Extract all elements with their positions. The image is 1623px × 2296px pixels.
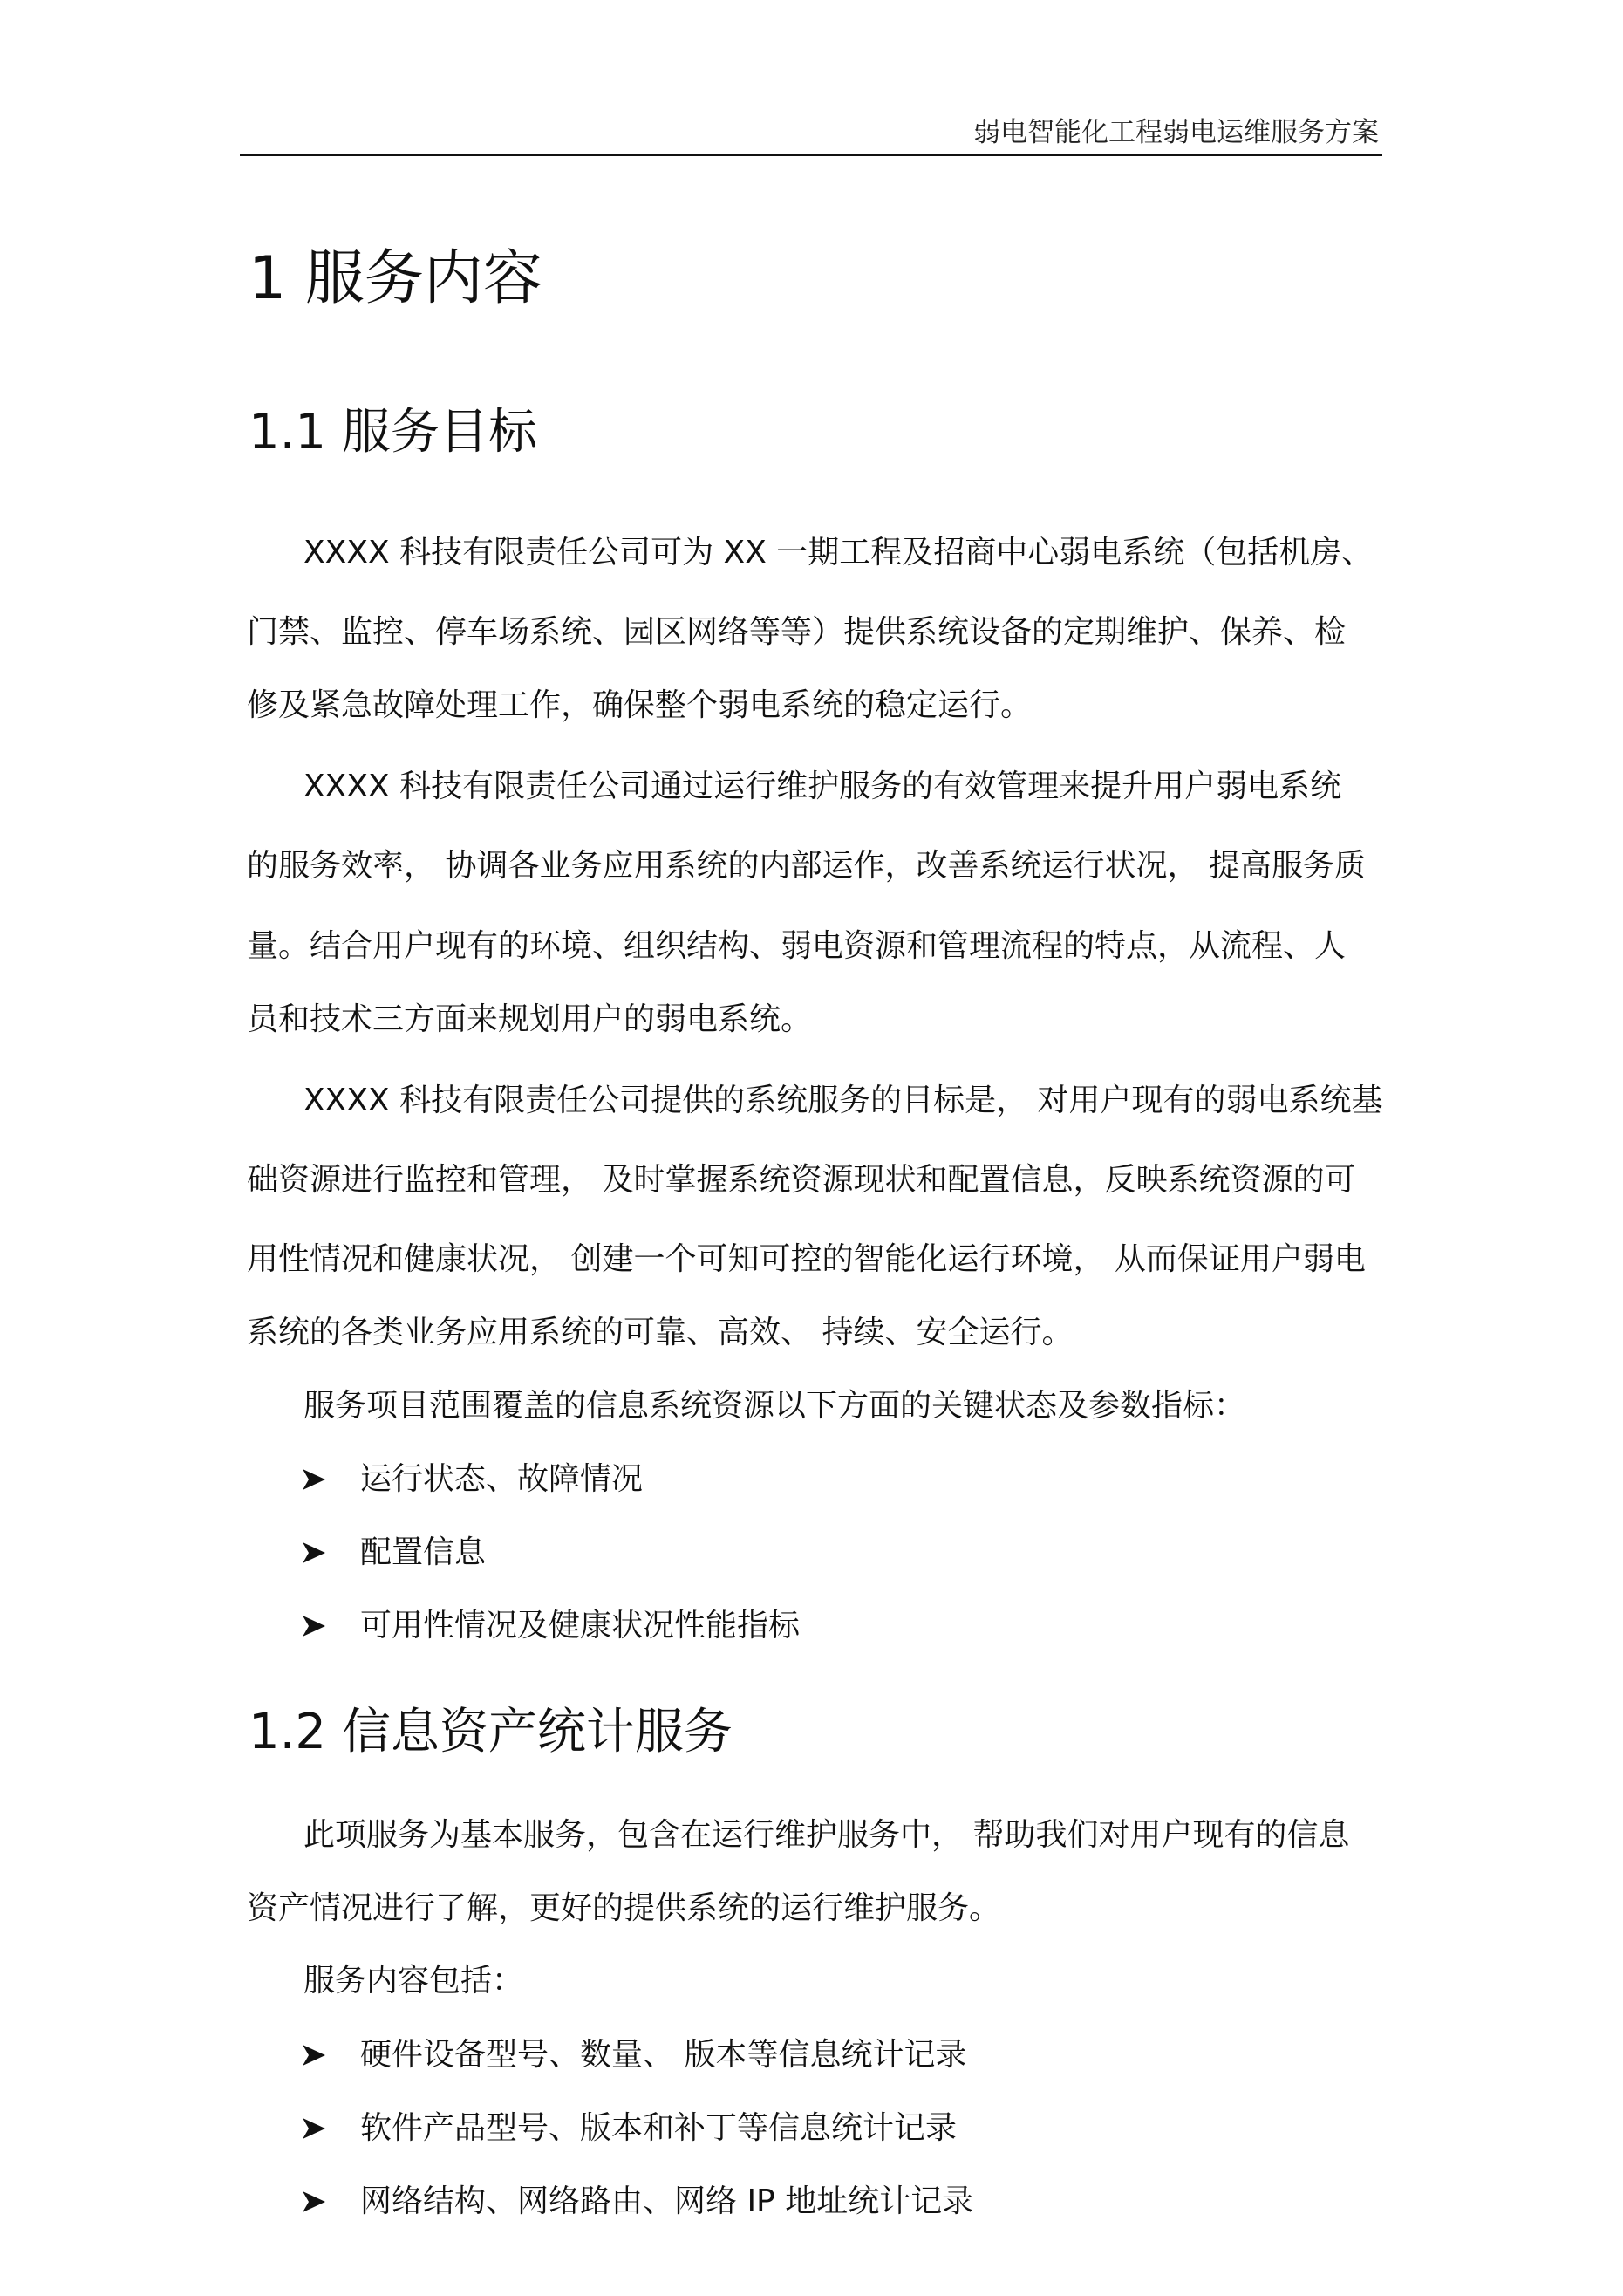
- list-item: 网络结构、网络路由、网络 IP 地址统计记录: [360, 2183, 974, 2219]
- list-item: 运行状态、故障情况: [360, 1461, 644, 1497]
- arrow-bullet-icon: [301, 1535, 327, 1570]
- paragraph-line: 员和技术三方面来规划用户的弱电系统。: [247, 1001, 813, 1037]
- arrow-bullet-icon: [301, 2111, 327, 2146]
- content-intro: 服务内容包括：: [303, 1963, 524, 1999]
- section-1-1-heading: 1.1 服务目标: [249, 404, 537, 461]
- paragraph-line: 资产情况进行了解，更好的提供系统的运行维护服务。: [247, 1890, 1001, 1926]
- paragraph-line: XXXX 科技有限责任公司可为 XX 一期工程及招商中心弱电系统（包括机房、: [303, 535, 1374, 571]
- paragraph-line: XXXX 科技有限责任公司通过运行维护服务的有效管理来提升用户弱电系统: [303, 769, 1342, 804]
- arrow-bullet-icon: [301, 2184, 327, 2219]
- list-item: 软件产品型号、版本和补丁等信息统计记录: [360, 2110, 958, 2146]
- paragraph-line: 修及紧急故障处理工作，确保整个弱电系统的稳定运行。: [247, 687, 1033, 723]
- running-header-title: 弱电智能化工程弱电运维服务方案: [973, 117, 1379, 148]
- paragraph-line: 门禁、监控、停车场系统、园区网络等等）提供系统设备的定期维护、保养、检: [247, 614, 1347, 650]
- paragraph-line: 的服务效率， 协调各业务应用系统的内部运作，改善系统运行状况， 提高服务质: [247, 848, 1366, 884]
- paragraph-line: 用性情况和健康状况， 创建一个可知可控的智能化运行环境， 从而保证用户弱电: [247, 1241, 1366, 1277]
- section-1-heading: 1 服务内容: [249, 244, 542, 313]
- header-rule: [240, 154, 1382, 156]
- arrow-bullet-icon: [301, 1462, 327, 1497]
- paragraph-line: 础资源进行监控和管理， 及时掌握系统资源现状和配置信息，反映系统资源的可: [247, 1162, 1356, 1198]
- paragraph-line: XXXX 科技有限责任公司提供的系统服务的目标是， 对用户现有的弱电系统基: [303, 1083, 1383, 1118]
- arrow-bullet-icon: [301, 1609, 327, 1643]
- scope-intro: 服务项目范围覆盖的信息系统资源以下方面的关键状态及参数指标：: [303, 1388, 1246, 1424]
- list-item: 配置信息: [360, 1534, 487, 1570]
- section-1-2-heading: 1.2 信息资产统计服务: [249, 1704, 733, 1760]
- paragraph-line: 量。结合用户现有的环境、组织结构、弱电资源和管理流程的特点，从流程、人: [247, 928, 1347, 964]
- arrow-bullet-icon: [301, 2038, 327, 2073]
- list-item: 硬件设备型号、数量、 版本等信息统计记录: [360, 2037, 967, 2073]
- paragraph-line: 系统的各类业务应用系统的可靠、高效、 持续、安全运行。: [247, 1315, 1074, 1350]
- list-item: 可用性情况及健康状况性能指标: [360, 1608, 801, 1643]
- paragraph-line: 此项服务为基本服务，包含在运行维护服务中， 帮助我们对用户现有的信息: [303, 1817, 1350, 1853]
